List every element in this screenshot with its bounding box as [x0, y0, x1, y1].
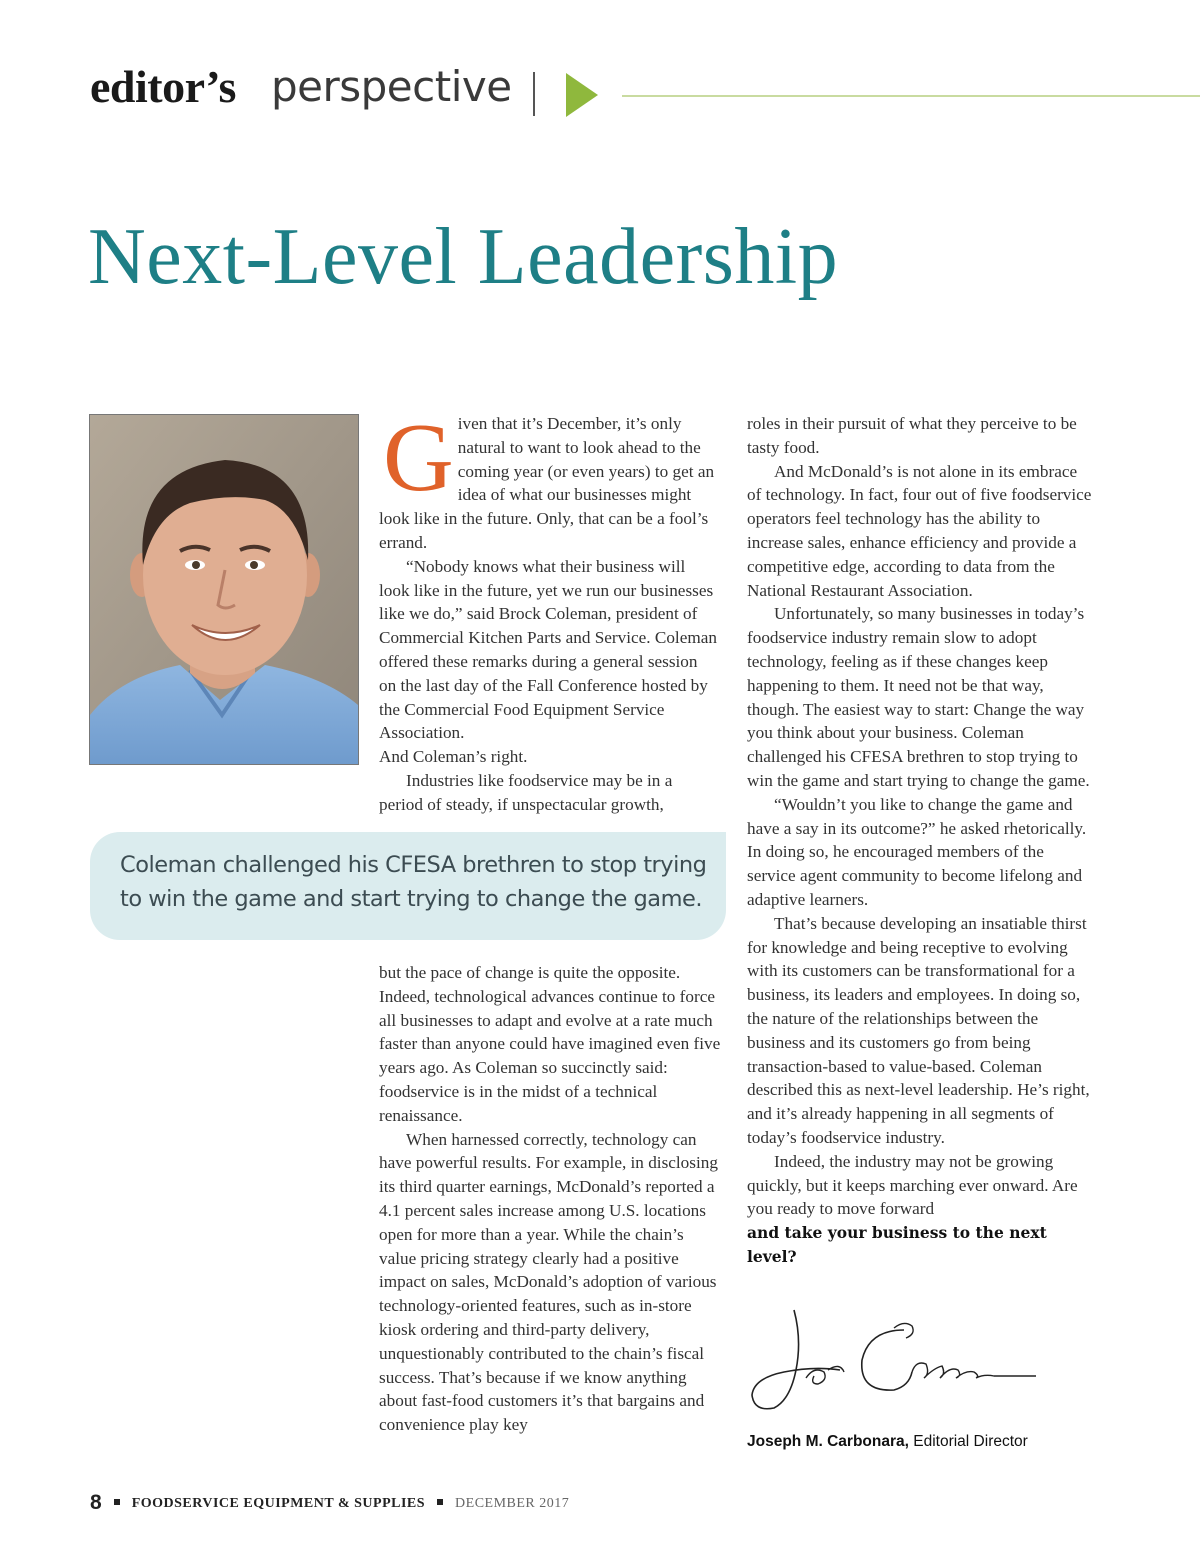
paragraph: Indeed, the industry may not be growing quickly, but it keeps marching ever onward. Are you ready to move forward — [747, 1151, 1078, 1219]
paragraph: but the pace of change is quite the opposite. Indeed, technological advances continue to force all businesses to adapt and evolve at a rate much faster than anyone could have imagined even five years ago. As Coleman so succinctly said: foodservice is in the midst of a technical renaissance. — [379, 963, 721, 1125]
paragraph — [379, 404, 717, 555]
paragraph-text: iven that it’s December, it’s only natural to want to look ahead to the coming year (or even years) to get an idea of what our businesses might look like in the future. Only, that can be a fool’s errand. — [379, 414, 715, 552]
publication-name: FOODSERVICE EQUIPMENT & SUPPLIES — [131, 1496, 426, 1511]
play-triangle-icon — [566, 73, 598, 117]
article-column-right — [747, 412, 1095, 1269]
paragraph: Industries like foodservice may be in a period of steady, if unspectacular growth, — [379, 770, 673, 814]
page-footer — [90, 1491, 569, 1515]
author-byline — [747, 1433, 1028, 1451]
issue-date: DECEMBER 2017 — [455, 1496, 570, 1511]
section-label-bold: editor’s — [90, 61, 236, 112]
bullet-square-icon — [114, 1499, 120, 1505]
section-label-light: perspective — [271, 62, 512, 111]
page-number: 8 — [90, 1491, 102, 1514]
author-photo — [89, 414, 359, 765]
closing-line: and take your business to the next level? — [747, 1223, 1047, 1266]
paragraph: “Wouldn’t you like to change the game and have a say in its outcome?” he asked rhetorically. In doing so, he encouraged members of the service agent community to become lifelong and adaptive learners. — [747, 794, 1087, 909]
paragraph: That’s because developing an insatiable thirst for knowledge and being receptive to evolving with its customers can be transformational for a business, its leaders and employees. In doing so, the nature of the relationships between the business and its customers go from being transaction-based to value-based. Coleman described this as next-level leadership. He’s right, and it’s already happening in all segments of today’s foodservice industry. — [747, 913, 1090, 1147]
author-role: Editorial Director — [913, 1433, 1028, 1450]
paragraph: And McDonald’s is not alone in its embrace of technology. In fact, four out of five foodservice operators feel technology has the ability to increase sales, enhance efficiency and provide a competitive edge, according to data from the National Restaurant Association. — [747, 461, 1092, 600]
article-column-middle-bottom — [379, 961, 723, 1437]
article-column-middle-top — [379, 404, 717, 817]
paragraph: And Coleman’s right. — [379, 747, 528, 767]
header-rule — [622, 95, 1200, 97]
handwritten-signature — [744, 1300, 1044, 1420]
bullet-square-icon — [437, 1499, 443, 1505]
paragraph: roles in their pursuit of what they perceive to be tasty food. — [747, 414, 1077, 457]
article-title: Next-Level Leadership — [88, 213, 839, 301]
headshot-illustration — [90, 415, 358, 764]
paragraph: Unfortunately, so many businesses in today’s foodservice industry remain slow to adopt technology, feeling as if these changes keep happening to them. It need not be that way, though. The easiest way to start: Change the way you think about your business. Coleman challenged his CFESA brethren to stop trying to win the game and start trying to change the game. — [747, 604, 1090, 790]
pull-quote-text: Coleman challenged his CFESA brethren to stop trying to win the game and start trying to change the game. — [120, 852, 707, 912]
paragraph: “Nobody knows what their business will look like in the future, yet we run our businesses like we do,” said Brock Coleman, president of Commercial Kitchen Parts and Service. Coleman offered these remarks during a general session on the last day of the Fall Conference hosted by the Commercial Food Equipment Service Association. — [379, 556, 717, 743]
author-name: Joseph M. Carbonara, — [747, 1433, 909, 1450]
paragraph: When harnessed correctly, technology can have powerful results. For example, in disclosing its third quarter earnings, McDonald’s reported a 4.1 percent sales increase among U.S. locations open for more than a year. While the chain’s value pricing strategy clearly had a positive impact on sales, McDonald’s adoption of various technology-oriented features, such as in-store kiosk ordering and third-party delivery, unquestionably contributed to the chain’s fiscal success. That’s because if we know anything about fast-food customers it’s that bargains and convenience play key — [379, 1129, 718, 1435]
header-divider — [533, 72, 535, 116]
drop-cap: G — [383, 404, 454, 512]
